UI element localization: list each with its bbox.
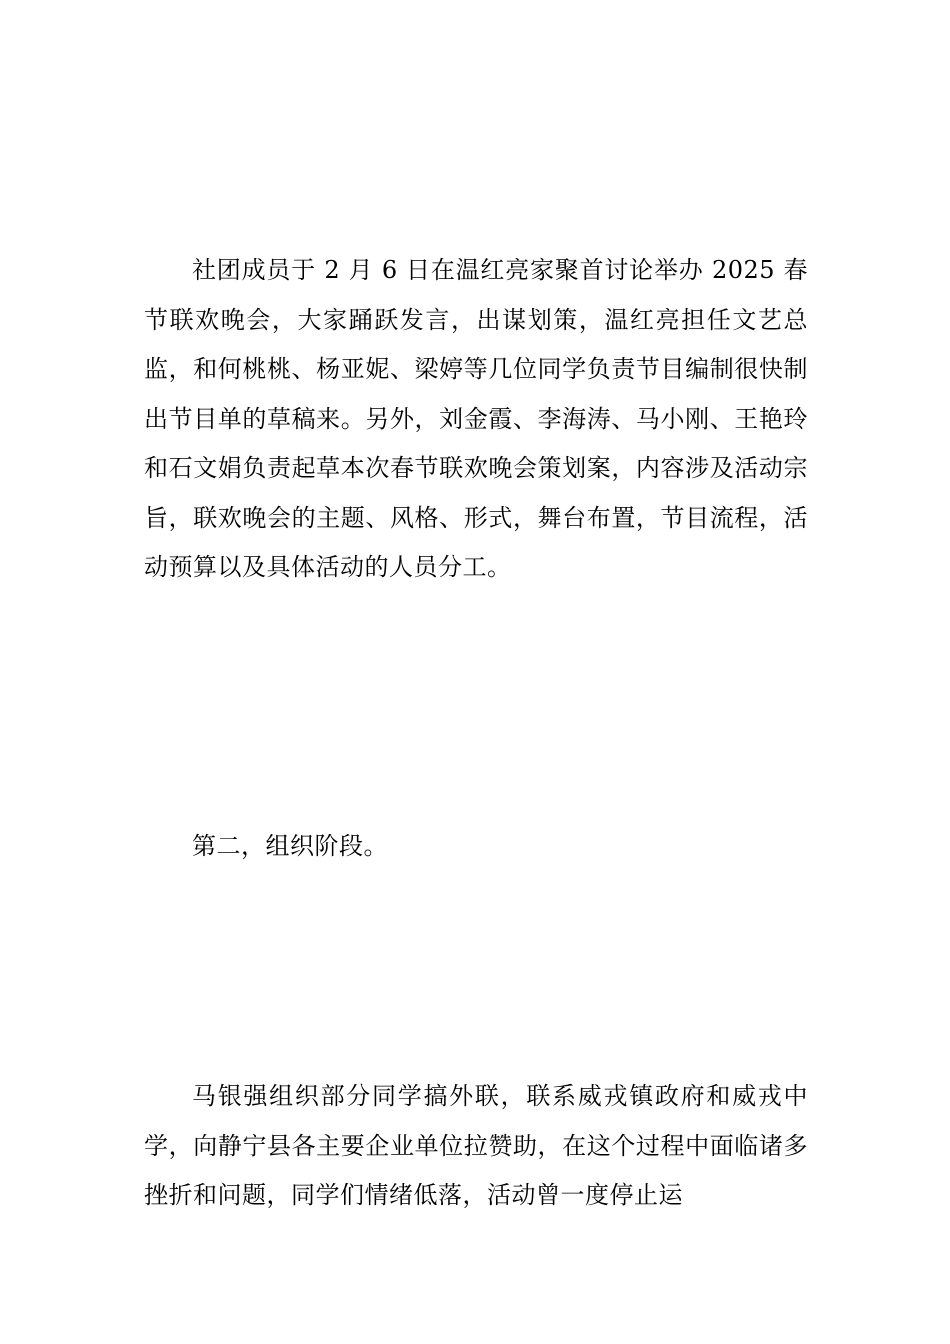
paragraph-planning: 社团成员于 2 月 6 日在温红亮家聚首讨论举办 2025 春节联欢晚会，大家踊跃发言，出谋划策，温红亮担任文艺总监，和何桃桃、杨亚妮、梁婷等几位同学负责节目编制很快制出节目单的草稿来。另外，刘金霞、李海涛、马小刚、王艳玲和石文娟负责起草本次春节联欢晚会策划案，内容涉及活动宗旨，联欢晚会的主题、风格、形式，舞台布置，节目流程，活动预算以及具体活动的人员分工。 (144, 256, 808, 581)
section-heading-organization: 第二，组织阶段。 (192, 832, 388, 860)
paragraph-outreach: 马银强组织部分同学搞外联，联系威戎镇政府和威戎中学，向静宁县各主要企业单位拉赞助，在这个过程中面临诸多挫折和问题，同学们情绪低落，活动曾一度停止运 (144, 1082, 808, 1209)
